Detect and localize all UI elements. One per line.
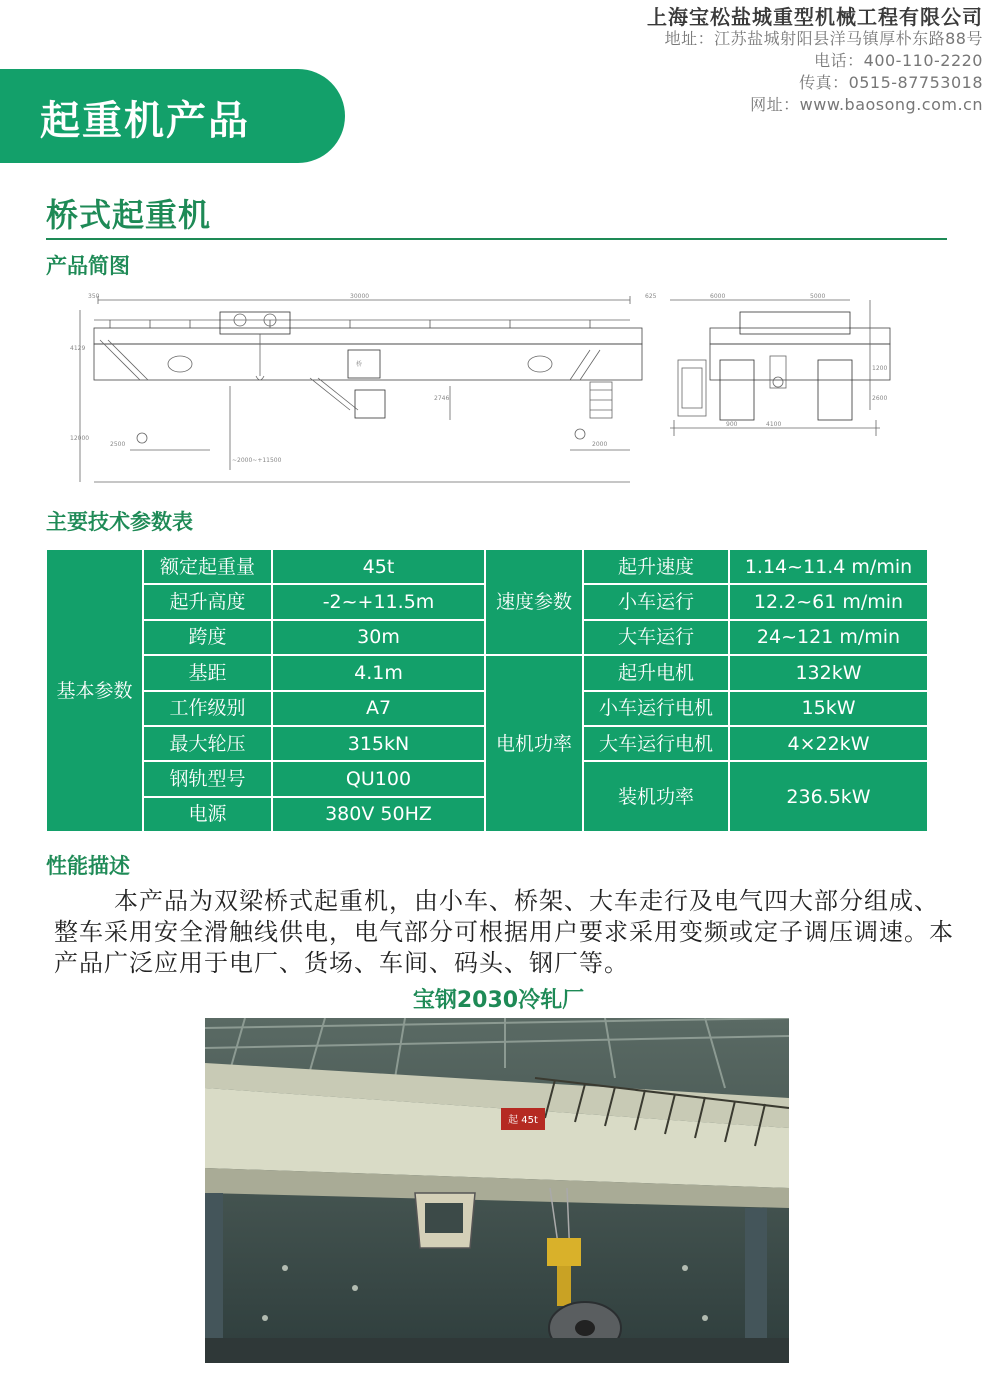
dim-30000: 30000 [350,293,370,300]
param-value: 132kW [729,655,928,690]
param-label: 大车运行电机 [583,726,729,761]
dim-900: 900 [726,421,738,428]
section-diagram-title: 产品简图 [46,254,130,278]
param-value: 45t [272,549,485,584]
param-value: 4×22kW [729,726,928,761]
company-fax: 传真：0515-87753018 [799,73,983,92]
param-value: 15kW [729,691,928,726]
power-params-group: 电机功率 [485,655,583,832]
basic-params-group: 基本参数 [46,549,143,832]
param-label: 大车运行 [583,620,729,655]
title-divider [46,238,947,240]
crane-photo [205,1018,789,1363]
param-label: 基距 [143,655,272,690]
dim-lift-range: ~2000~+11500 [232,457,282,464]
param-value: A7 [272,691,485,726]
param-value: 380V 50HZ [272,797,485,832]
company-website: 网址：www.baosong.com.cn [750,95,983,114]
dim-12000: 12000 [70,435,90,442]
company-name: 上海宝松盐城重型机械工程有限公司 [647,5,983,29]
table-row [46,655,928,690]
dim-4100: 4100 [766,421,782,428]
banner-title: 起重机产品 [40,98,250,144]
param-label: 工作级别 [143,691,272,726]
crane-sign: 起 45t [508,1115,538,1126]
param-value: 236.5kW [729,761,928,832]
dim-2000: 2000 [592,441,608,448]
section-performance-title: 性能描述 [46,854,130,878]
company-header [647,6,983,116]
table-row [46,549,928,584]
dim-5000: 5000 [810,293,826,300]
company-address: 地址：江苏盐城射阳县洋马镇厚朴东路88号 [664,29,983,48]
photo-caption: 宝钢2030冷轧厂 [412,988,585,1013]
param-label: 小车运行电机 [583,691,729,726]
param-value: 4.1m [272,655,485,690]
company-phone: 电话：400-110-2220 [814,51,983,70]
param-label: 装机功率 [583,761,729,832]
param-value: 1.14~11.4 m/min [729,549,928,584]
param-value: 24~121 m/min [729,620,928,655]
dim-350: 350 [88,293,100,300]
param-label: 起升电机 [583,655,729,690]
param-label: 电源 [143,797,272,832]
param-label: 小车运行 [583,584,729,619]
dim-6000: 6000 [710,293,726,300]
param-label: 起升高度 [143,584,272,619]
category-banner [0,69,345,163]
dim-1200: 1200 [872,365,888,372]
dim-2746: 2746 [434,395,450,402]
section-params-title: 主要技术参数表 [46,510,193,534]
spec-table [45,548,929,833]
param-label: 钢轨型号 [143,761,272,796]
param-value: 30m [272,620,485,655]
param-value: 315kN [272,726,485,761]
crane-diagram [70,290,940,486]
param-value: -2~+11.5m [272,584,485,619]
param-label: 最大轮压 [143,726,272,761]
dim-2500: 2500 [110,441,126,448]
diagram-plate: 桥 [356,361,363,368]
performance-description: 本产品为双梁桥式起重机，由小车、桥架、大车走行及电气四大部分组成、整车采用安全滑触线供电，电气部分可根据用户要求采用变频或定子调压调速。本产品广泛应用于电厂、货场、车间、码头、钢厂等。 [54,887,954,977]
param-label: 起升速度 [583,549,729,584]
param-label: 跨度 [143,620,272,655]
param-value: 12.2~61 m/min [729,584,928,619]
param-value: QU100 [272,761,485,796]
product-title: 桥式起重机 [46,196,212,234]
speed-params-group: 速度参数 [485,549,583,655]
dim-2600: 2600 [872,395,888,402]
dim-4129: 4129 [70,345,86,352]
dim-625: 625 [645,293,657,300]
param-label: 额定起重量 [143,549,272,584]
